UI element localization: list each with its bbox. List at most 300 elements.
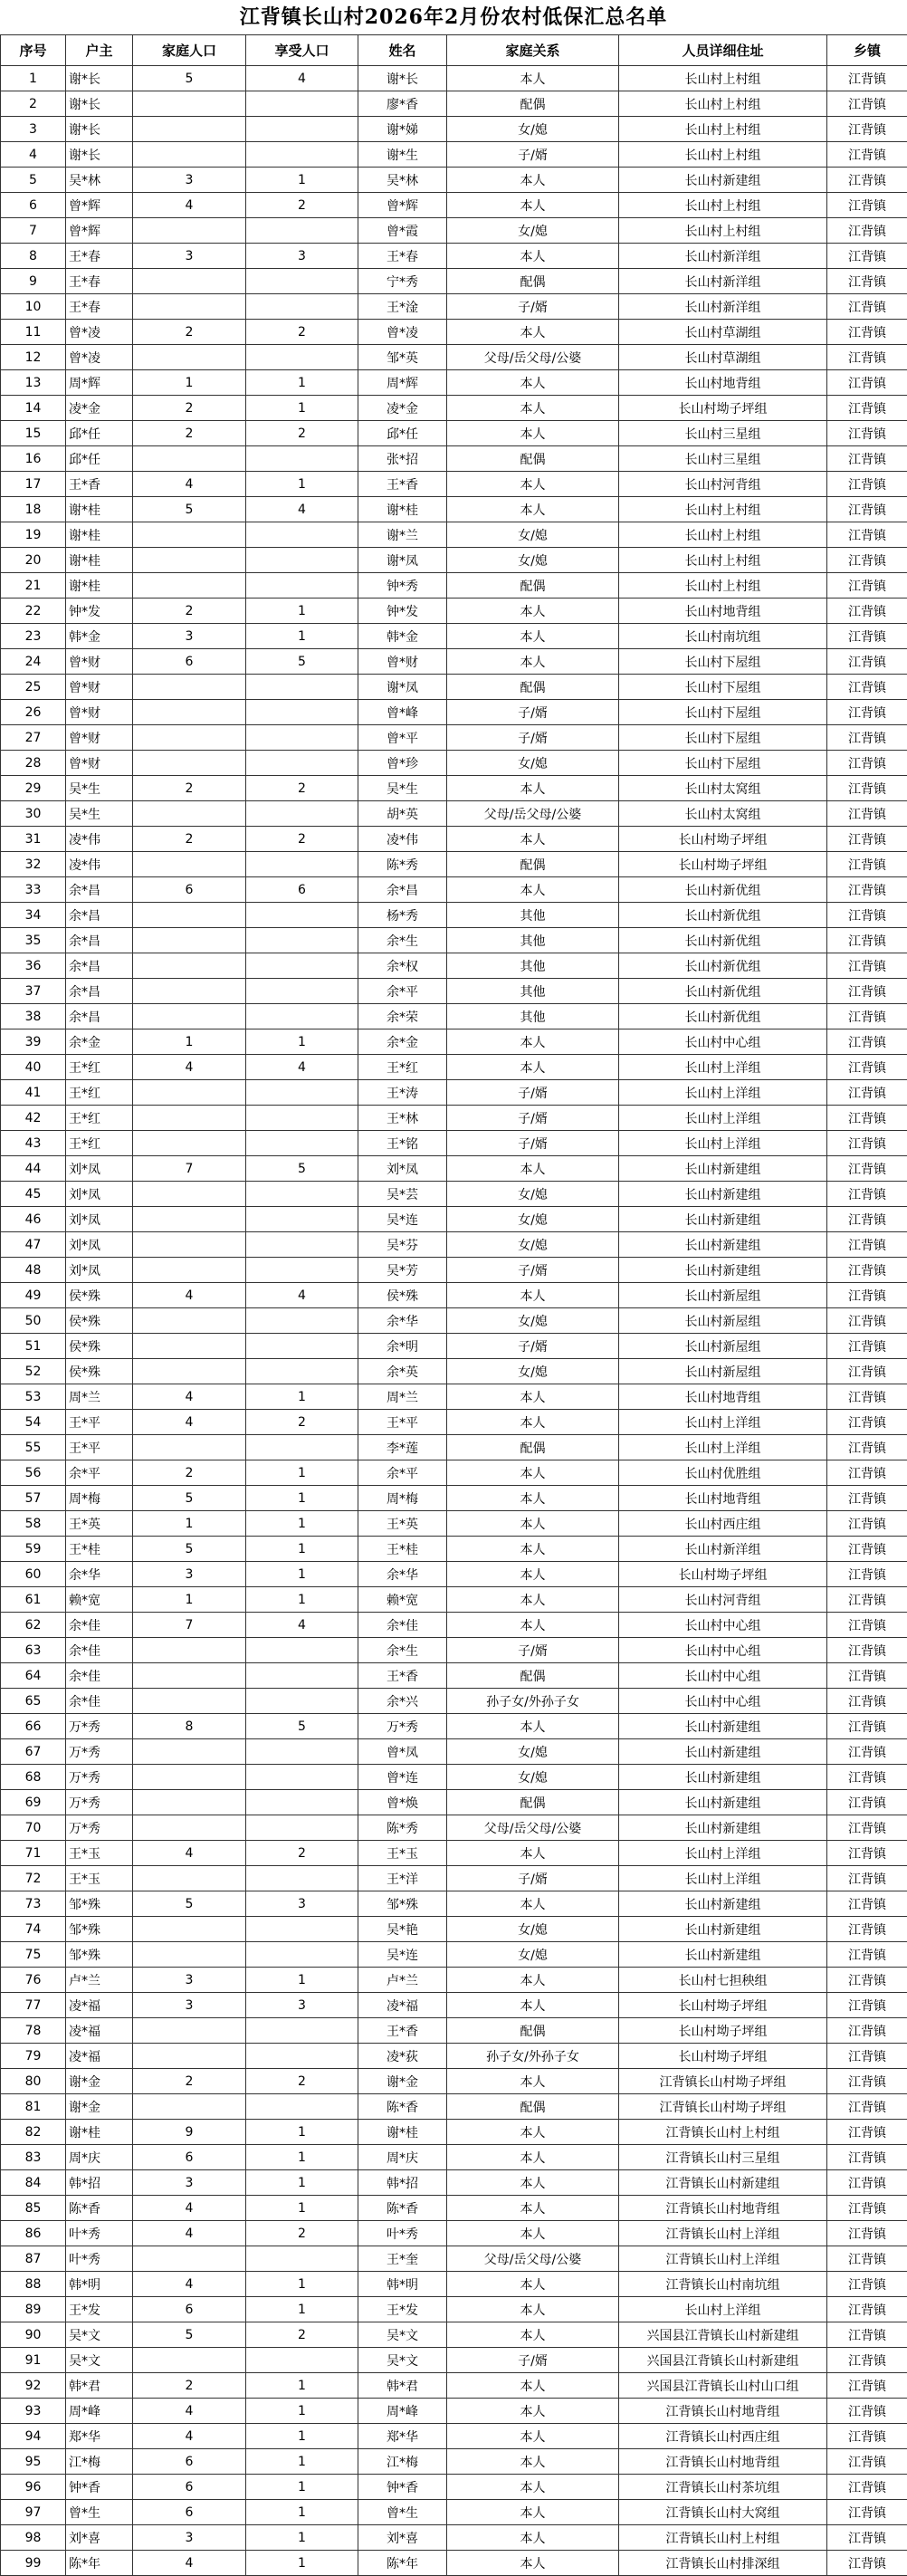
table-row [1, 142, 907, 168]
cell-beneficiaries: 1 [246, 2551, 358, 2576]
cell-relation: 本人 [447, 1486, 619, 1511]
cell-town: 江背镇 [827, 2120, 907, 2145]
cell-head: 王*红 [66, 1055, 133, 1080]
cell-address: 江背镇长山村地背组 [619, 2196, 827, 2221]
cell-name: 谢*生 [358, 142, 447, 168]
cell-relation: 配偶 [447, 1435, 619, 1460]
cell-relation: 本人 [447, 1537, 619, 1562]
cell-head: 叶*秀 [66, 2246, 133, 2272]
cell-index: 86 [1, 2221, 66, 2246]
cell-head: 吴*林 [66, 168, 133, 193]
cell-address: 江背镇长山村上村组 [619, 2525, 827, 2551]
table-row [1, 91, 907, 117]
cell-beneficiaries [246, 1739, 358, 1765]
cell-head: 凌*伟 [66, 852, 133, 877]
cell-head: 余*佳 [66, 1613, 133, 1638]
cell-address: 长山村坳子坪组 [619, 2044, 827, 2069]
cell-index: 55 [1, 1435, 66, 1460]
header-cell-family-size: 家庭人口 [133, 35, 246, 66]
cell-town: 江背镇 [827, 1714, 907, 1739]
cell-relation: 本人 [447, 1891, 619, 1917]
cell-beneficiaries [246, 2348, 358, 2373]
cell-head: 刘*凤 [66, 1258, 133, 1283]
cell-head: 周*梅 [66, 1486, 133, 1511]
cell-town: 江背镇 [827, 548, 907, 573]
cell-relation: 配偶 [447, 446, 619, 472]
cell-address: 江背镇长山村排深组 [619, 2551, 827, 2576]
cell-beneficiaries [246, 91, 358, 117]
cell-index: 53 [1, 1384, 66, 1410]
cell-family-size: 5 [133, 1891, 246, 1917]
cell-beneficiaries: 2 [246, 1841, 358, 1866]
cell-name: 凌*福 [358, 1993, 447, 2018]
cell-index: 32 [1, 852, 66, 877]
cell-address: 长山村下屋组 [619, 675, 827, 700]
cell-family-size: 2 [133, 396, 246, 421]
cell-address: 长山村上村组 [619, 218, 827, 244]
cell-index: 30 [1, 801, 66, 827]
cell-address: 长山村上村组 [619, 522, 827, 548]
cell-name: 邹*殊 [358, 1891, 447, 1917]
cell-address: 江背镇长山村三星组 [619, 2145, 827, 2170]
cell-family-size: 4 [133, 2399, 246, 2424]
cell-index: 10 [1, 294, 66, 320]
table-row [1, 928, 907, 953]
cell-relation: 女/媳 [447, 1942, 619, 1968]
cell-town: 江背镇 [827, 1029, 907, 1055]
cell-index: 31 [1, 827, 66, 852]
header-cell-beneficiaries: 享受人口 [246, 35, 358, 66]
cell-index: 50 [1, 1308, 66, 1334]
cell-head: 王*红 [66, 1106, 133, 1131]
cell-address: 长山村太窝组 [619, 776, 827, 801]
cell-index: 6 [1, 193, 66, 218]
cell-head: 余*昌 [66, 953, 133, 979]
cell-index: 71 [1, 1841, 66, 1866]
cell-name: 侯*殊 [358, 1283, 447, 1308]
table-row [1, 2272, 907, 2297]
cell-index: 76 [1, 1968, 66, 1993]
cell-index: 54 [1, 1410, 66, 1435]
table-row [1, 168, 907, 193]
table-row [1, 2322, 907, 2348]
cell-family-size [133, 2094, 246, 2120]
cell-town: 江背镇 [827, 1232, 907, 1258]
cell-address: 长山村坳子坪组 [619, 1562, 827, 1587]
table-row [1, 1841, 907, 1866]
cell-index: 68 [1, 1765, 66, 1790]
cell-town: 江背镇 [827, 903, 907, 928]
cell-town: 江背镇 [827, 91, 907, 117]
cell-address: 长山村下屋组 [619, 700, 827, 725]
cell-beneficiaries [246, 2044, 358, 2069]
cell-relation: 父母/岳父母/公婆 [447, 2246, 619, 2272]
cell-beneficiaries: 2 [246, 827, 358, 852]
cell-town: 江背镇 [827, 66, 907, 91]
table-row [1, 852, 907, 877]
cell-town: 江背镇 [827, 700, 907, 725]
cell-address: 长山村新建组 [619, 168, 827, 193]
table-row [1, 1207, 907, 1232]
cell-beneficiaries: 1 [246, 1486, 358, 1511]
table-row [1, 1917, 907, 1942]
cell-name: 曾*凤 [358, 1739, 447, 1765]
cell-address: 江背镇长山村茶坑组 [619, 2475, 827, 2500]
cell-name: 钟*香 [358, 2475, 447, 2500]
table-row [1, 370, 907, 396]
cell-town: 江背镇 [827, 1080, 907, 1106]
cell-relation: 本人 [447, 2399, 619, 2424]
cell-index: 40 [1, 1055, 66, 1080]
cell-name: 周*兰 [358, 1384, 447, 1410]
cell-index: 82 [1, 2120, 66, 2145]
cell-head: 万*秀 [66, 1765, 133, 1790]
cell-index: 73 [1, 1891, 66, 1917]
cell-relation: 子/婿 [447, 142, 619, 168]
cell-family-size [133, 1765, 246, 1790]
cell-town: 江背镇 [827, 2069, 907, 2094]
cell-town: 江背镇 [827, 2297, 907, 2322]
table-row [1, 2120, 907, 2145]
cell-index: 96 [1, 2475, 66, 2500]
cell-beneficiaries: 1 [246, 2475, 358, 2500]
cell-town: 江背镇 [827, 2044, 907, 2069]
cell-head: 曾*辉 [66, 218, 133, 244]
cell-index: 15 [1, 421, 66, 446]
cell-beneficiaries [246, 801, 358, 827]
table-row [1, 979, 907, 1004]
cell-town: 江背镇 [827, 2373, 907, 2399]
cell-address: 长山村河背组 [619, 1587, 827, 1613]
cell-head: 王*春 [66, 269, 133, 294]
cell-family-size [133, 2044, 246, 2069]
cell-index: 39 [1, 1029, 66, 1055]
cell-address: 兴国县江背镇长山村新建组 [619, 2348, 827, 2373]
cell-head: 凌*伟 [66, 827, 133, 852]
cell-head: 邱*任 [66, 446, 133, 472]
cell-family-size [133, 953, 246, 979]
cell-address: 长山村上洋组 [619, 1841, 827, 1866]
cell-relation: 子/婿 [447, 725, 619, 751]
cell-family-size [133, 1638, 246, 1663]
cell-town: 江背镇 [827, 675, 907, 700]
table-row [1, 117, 907, 142]
cell-beneficiaries [246, 751, 358, 776]
cell-name: 曾*财 [358, 649, 447, 675]
cell-town: 江背镇 [827, 2551, 907, 2576]
cell-beneficiaries: 1 [246, 2525, 358, 2551]
table-row [1, 269, 907, 294]
cell-head: 王*平 [66, 1410, 133, 1435]
cell-town: 江背镇 [827, 2272, 907, 2297]
cell-head: 郑*华 [66, 2424, 133, 2449]
cell-relation: 子/婿 [447, 294, 619, 320]
cell-index: 43 [1, 1131, 66, 1156]
cell-name: 韩*明 [358, 2272, 447, 2297]
cell-head: 陈*香 [66, 2196, 133, 2221]
cell-address: 长山村三星组 [619, 446, 827, 472]
cell-index: 94 [1, 2424, 66, 2449]
cell-family-size: 3 [133, 1562, 246, 1587]
table-row [1, 1308, 907, 1334]
table-row [1, 2449, 907, 2475]
table-row [1, 2475, 907, 2500]
cell-head: 谢*金 [66, 2094, 133, 2120]
cell-family-size [133, 1106, 246, 1131]
cell-name: 王*玉 [358, 1841, 447, 1866]
cell-relation: 本人 [447, 1714, 619, 1739]
cell-index: 20 [1, 548, 66, 573]
cell-name: 余*英 [358, 1359, 447, 1384]
cell-relation: 本人 [447, 1511, 619, 1537]
cell-family-size [133, 1663, 246, 1689]
cell-head: 王*玉 [66, 1866, 133, 1891]
cell-index: 4 [1, 142, 66, 168]
cell-index: 89 [1, 2297, 66, 2322]
cell-relation: 本人 [447, 624, 619, 649]
cell-index: 84 [1, 2170, 66, 2196]
cell-address: 长山村新建组 [619, 1765, 827, 1790]
cell-name: 曾*连 [358, 1765, 447, 1790]
cell-beneficiaries: 1 [246, 2424, 358, 2449]
cell-town: 江背镇 [827, 573, 907, 599]
table-row [1, 396, 907, 421]
cell-index: 28 [1, 751, 66, 776]
table-row [1, 345, 907, 370]
cell-beneficiaries: 1 [246, 1029, 358, 1055]
cell-address: 江背镇长山村上洋组 [619, 2246, 827, 2272]
cell-town: 江背镇 [827, 218, 907, 244]
table-row [1, 2348, 907, 2373]
cell-beneficiaries: 6 [246, 877, 358, 903]
cell-relation: 本人 [447, 1029, 619, 1055]
cell-relation: 本人 [447, 2424, 619, 2449]
cell-family-size: 2 [133, 599, 246, 624]
cell-name: 吴*文 [358, 2322, 447, 2348]
cell-beneficiaries: 1 [246, 1384, 358, 1410]
cell-beneficiaries [246, 953, 358, 979]
cell-index: 48 [1, 1258, 66, 1283]
cell-address: 长山村新优组 [619, 903, 827, 928]
cell-family-size: 6 [133, 2500, 246, 2525]
table-row [1, 244, 907, 269]
cell-relation: 本人 [447, 1410, 619, 1435]
cell-name: 韩*君 [358, 2373, 447, 2399]
cell-name: 余*金 [358, 1029, 447, 1055]
cell-relation: 本人 [447, 320, 619, 345]
cell-address: 长山村上村组 [619, 573, 827, 599]
cell-relation: 配偶 [447, 1663, 619, 1689]
cell-relation: 女/媳 [447, 218, 619, 244]
table-row [1, 2525, 907, 2551]
table-row [1, 1410, 907, 1435]
cell-index: 34 [1, 903, 66, 928]
table-row [1, 522, 907, 548]
cell-head: 王*桂 [66, 1537, 133, 1562]
cell-index: 65 [1, 1689, 66, 1714]
cell-name: 王*香 [358, 1663, 447, 1689]
header-cell-town: 乡镇 [827, 35, 907, 66]
cell-relation: 其他 [447, 979, 619, 1004]
cell-relation: 子/婿 [447, 1638, 619, 1663]
cell-index: 36 [1, 953, 66, 979]
cell-family-size: 4 [133, 2551, 246, 2576]
cell-index: 2 [1, 91, 66, 117]
table-row [1, 751, 907, 776]
cell-family-size: 2 [133, 1460, 246, 1486]
cell-head: 邹*殊 [66, 1891, 133, 1917]
cell-relation: 孙子女/外孙子女 [447, 2044, 619, 2069]
cell-beneficiaries [246, 1334, 358, 1359]
cell-name: 王*淦 [358, 294, 447, 320]
cell-name: 曾*生 [358, 2500, 447, 2525]
cell-address: 长山村上洋组 [619, 1410, 827, 1435]
cell-name: 王*红 [358, 1055, 447, 1080]
cell-index: 91 [1, 2348, 66, 2373]
cell-address: 长山村上村组 [619, 497, 827, 522]
table-row [1, 1891, 907, 1917]
table-row [1, 1232, 907, 1258]
cell-relation: 子/婿 [447, 1131, 619, 1156]
cell-family-size [133, 573, 246, 599]
cell-family-size: 4 [133, 193, 246, 218]
cell-name: 凌*伟 [358, 827, 447, 852]
cell-relation: 本人 [447, 1156, 619, 1182]
cell-relation: 女/媳 [447, 1207, 619, 1232]
cell-family-size [133, 1359, 246, 1384]
cell-beneficiaries [246, 2246, 358, 2272]
cell-index: 95 [1, 2449, 66, 2475]
cell-relation: 本人 [447, 1993, 619, 2018]
cell-town: 江背镇 [827, 2449, 907, 2475]
cell-town: 江背镇 [827, 168, 907, 193]
cell-town: 江背镇 [827, 1638, 907, 1663]
cell-relation: 本人 [447, 2221, 619, 2246]
cell-name: 李*莲 [358, 1435, 447, 1460]
cell-address: 长山村七担秧组 [619, 1968, 827, 1993]
cell-relation: 本人 [447, 599, 619, 624]
cell-name: 吴*芸 [358, 1182, 447, 1207]
cell-name: 余*昌 [358, 877, 447, 903]
cell-name: 王*发 [358, 2297, 447, 2322]
cell-family-size: 1 [133, 1029, 246, 1055]
cell-address: 江背镇长山村上洋组 [619, 2221, 827, 2246]
cell-address: 长山村地背组 [619, 599, 827, 624]
table-row [1, 2044, 907, 2069]
cell-address: 江背镇长山村坳子坪组 [619, 2094, 827, 2120]
cell-town: 江背镇 [827, 2246, 907, 2272]
cell-town: 江背镇 [827, 928, 907, 953]
cell-index: 92 [1, 2373, 66, 2399]
cell-name: 吴*林 [358, 168, 447, 193]
cell-head: 万*秀 [66, 1714, 133, 1739]
table-row [1, 1765, 907, 1790]
cell-family-size [133, 675, 246, 700]
cell-family-size [133, 1866, 246, 1891]
cell-head: 余*昌 [66, 903, 133, 928]
cell-name: 廖*香 [358, 91, 447, 117]
cell-relation: 本人 [447, 2272, 619, 2297]
cell-address: 长山村新建组 [619, 1258, 827, 1283]
table-body [1, 66, 907, 2576]
cell-head: 王*香 [66, 472, 133, 497]
cell-head: 陈*年 [66, 2551, 133, 2576]
cell-beneficiaries [246, 1638, 358, 1663]
cell-relation: 本人 [447, 877, 619, 903]
table-row [1, 675, 907, 700]
cell-family-size [133, 1815, 246, 1841]
cell-index: 37 [1, 979, 66, 1004]
cell-town: 江背镇 [827, 1410, 907, 1435]
cell-address: 长山村新建组 [619, 1232, 827, 1258]
cell-address: 长山村新洋组 [619, 294, 827, 320]
cell-head: 谢*桂 [66, 548, 133, 573]
cell-town: 江背镇 [827, 497, 907, 522]
cell-beneficiaries [246, 1942, 358, 1968]
cell-address: 长山村中心组 [619, 1689, 827, 1714]
cell-index: 58 [1, 1511, 66, 1537]
cell-beneficiaries: 4 [246, 1055, 358, 1080]
cell-family-size [133, 1080, 246, 1106]
cell-head: 曾*生 [66, 2500, 133, 2525]
cell-beneficiaries [246, 852, 358, 877]
cell-address: 长山村新优组 [619, 1004, 827, 1029]
cell-town: 江背镇 [827, 1613, 907, 1638]
cell-beneficiaries: 5 [246, 649, 358, 675]
table-row [1, 1587, 907, 1613]
cell-name: 余*华 [358, 1308, 447, 1334]
table-row [1, 1460, 907, 1486]
cell-family-size: 1 [133, 370, 246, 396]
cell-relation: 本人 [447, 1562, 619, 1587]
table-row [1, 827, 907, 852]
cell-name: 韩*金 [358, 624, 447, 649]
table-row [1, 1055, 907, 1080]
cell-name: 胡*英 [358, 801, 447, 827]
cell-family-size: 9 [133, 2120, 246, 2145]
cell-name: 王*铭 [358, 1131, 447, 1156]
cell-town: 江背镇 [827, 776, 907, 801]
cell-relation: 配偶 [447, 573, 619, 599]
cell-beneficiaries: 2 [246, 2322, 358, 2348]
cell-index: 97 [1, 2500, 66, 2525]
table-row [1, 1968, 907, 1993]
cell-beneficiaries [246, 1308, 358, 1334]
cell-beneficiaries: 1 [246, 2297, 358, 2322]
cell-index: 8 [1, 244, 66, 269]
cell-relation: 配偶 [447, 1790, 619, 1815]
cell-family-size [133, 269, 246, 294]
header-cell-address: 人员详细住址 [619, 35, 827, 66]
cell-index: 19 [1, 522, 66, 548]
cell-head: 钟*香 [66, 2475, 133, 2500]
table-row [1, 2373, 907, 2399]
cell-family-size: 2 [133, 2373, 246, 2399]
cell-address: 长山村河背组 [619, 472, 827, 497]
cell-index: 81 [1, 2094, 66, 2120]
cell-relation: 女/媳 [447, 548, 619, 573]
cell-head: 刘*凤 [66, 1232, 133, 1258]
table-row [1, 1562, 907, 1587]
cell-index: 47 [1, 1232, 66, 1258]
cell-town: 江背镇 [827, 1968, 907, 1993]
cell-town: 江背镇 [827, 1587, 907, 1613]
cell-beneficiaries: 1 [246, 1460, 358, 1486]
cell-beneficiaries: 1 [246, 168, 358, 193]
cell-head: 王*春 [66, 244, 133, 269]
cell-name: 周*辉 [358, 370, 447, 396]
table-row [1, 2500, 907, 2525]
